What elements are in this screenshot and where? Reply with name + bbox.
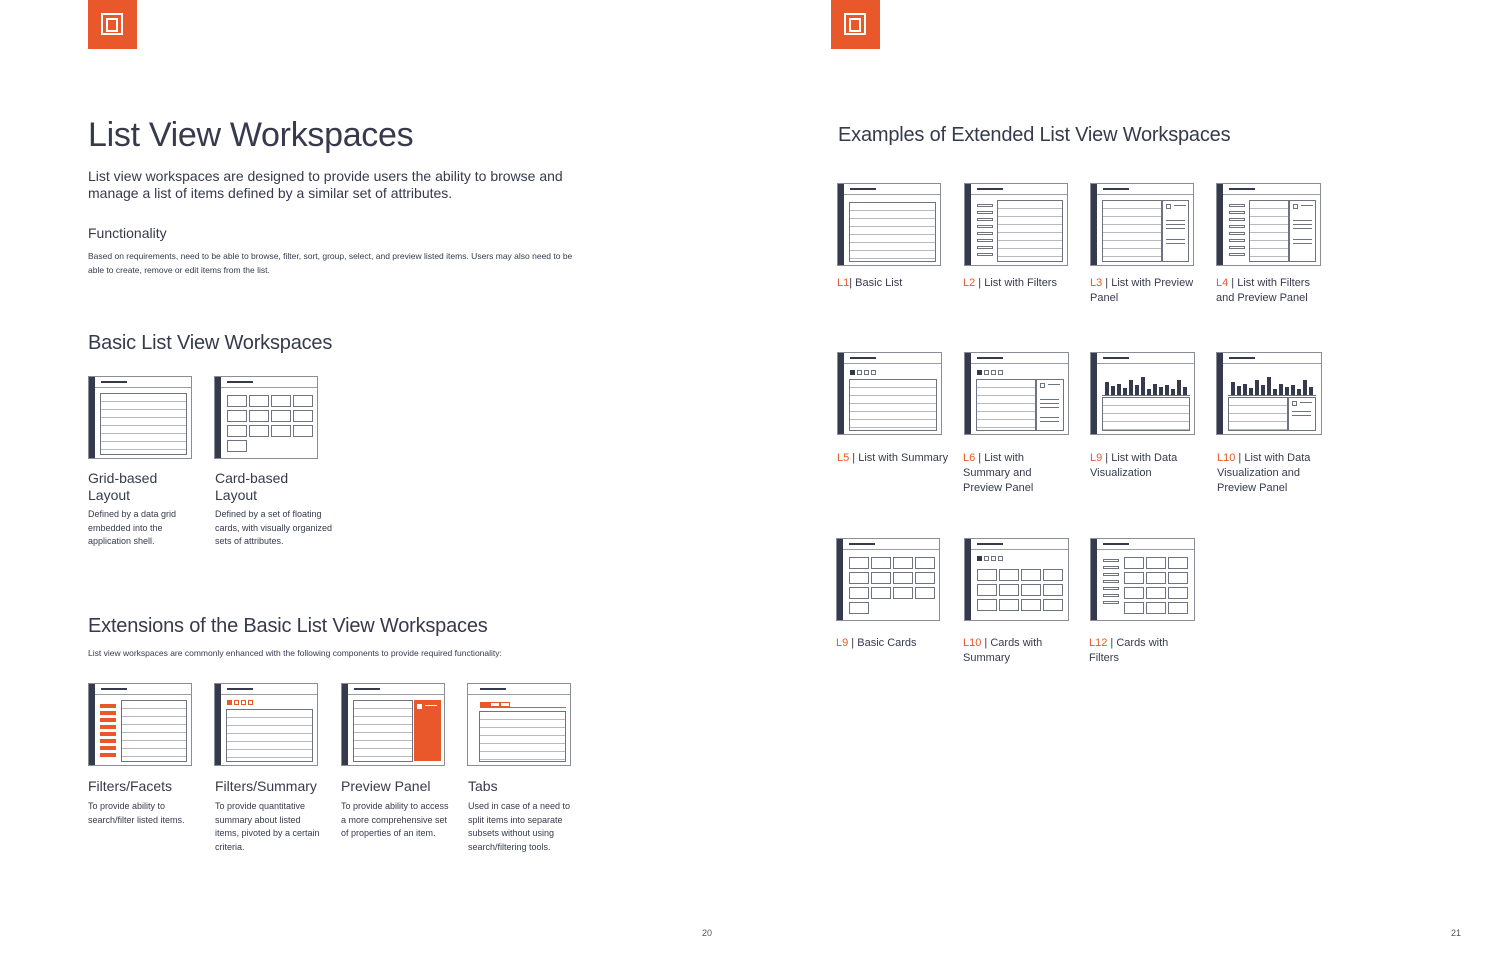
example-caption: L9 | List with Data Visualization: [1090, 452, 1178, 479]
intro-text: List view workspaces are designed to provide users the ability to browse and manage a list of items defined by a similar set of attributes.: [88, 168, 563, 201]
example-caption: L10 | Cards with Summary: [963, 637, 1043, 664]
preview-panel-thumbnail: [341, 683, 445, 766]
cards-summary-thumbnail: [964, 538, 1069, 621]
logo-icon: [88, 0, 137, 49]
ext-tile-title: Filters/Summary: [215, 778, 317, 794]
basic-heading: Basic List View Workspaces: [88, 332, 333, 354]
functionality-heading: Functionality: [88, 225, 167, 241]
card-layout-thumbnail: [214, 376, 318, 459]
ext-tile-desc: Used in case of a need to split items into separate subsets without using search/filtering tools.: [468, 801, 571, 852]
example-caption: L1| Basic List: [837, 277, 903, 289]
extensions-heading: Extensions of the Basic List View Workspaces: [88, 615, 488, 637]
example-caption: L5 | List with Summary: [837, 452, 949, 464]
basic-tile-title: Card-based Layout: [215, 470, 289, 503]
filters-facets-thumbnail: [88, 683, 192, 766]
basic-tile-desc: Defined by a set of floating cards, with visually organized sets of attributes.: [215, 509, 333, 546]
list-dataviz-thumbnail: [1090, 352, 1195, 435]
basic-list-thumbnail: [837, 183, 941, 266]
ext-tile-title: Filters/Facets: [88, 778, 173, 794]
list-filters-preview-thumbnail: [1216, 183, 1321, 266]
logo-icon: [831, 0, 880, 49]
example-caption: L10 | List with Data Visualization and Preview Panel: [1217, 452, 1311, 494]
ext-tile-desc: To provide ability to search/filter listed items.: [88, 801, 185, 825]
list-filters-thumbnail: [964, 183, 1068, 266]
page-number: 21: [1451, 928, 1462, 938]
list-preview-thumbnail: [1090, 183, 1194, 266]
example-caption: L4 | List with Filters and Preview Panel: [1216, 277, 1310, 304]
example-caption: L9 | Basic Cards: [836, 637, 917, 649]
ext-tile-desc: To provide quantitative summary about listed items, pivoted by a certain criteria.: [215, 801, 320, 852]
example-caption: L2 | List with Filters: [963, 277, 1057, 289]
page-title: List View Workspaces: [88, 116, 414, 154]
example-caption: L6 | List with Summary and Preview Panel: [963, 452, 1034, 494]
page-number: 20: [702, 928, 713, 938]
list-summary-thumbnail: [837, 352, 942, 435]
basic-tile-title: Grid-based Layout: [88, 470, 158, 503]
list-dataviz-preview-thumbnail: [1216, 352, 1322, 435]
basic-cards-thumbnail: [836, 538, 940, 621]
filters-summary-thumbnail: [214, 683, 318, 766]
examples-title: Examples of Extended List View Workspaces: [838, 124, 1231, 146]
functionality-text: Based on requirements, need to be able to browse, filter, sort, group, select, and preview listed items. Users may also need to be able to create, remove or edit items from the list.: [88, 251, 573, 275]
ext-tile-title: Preview Panel: [341, 778, 431, 794]
ext-tile-desc: To provide ability to access a more comprehensive set of properties of an item.: [341, 801, 449, 838]
basic-tile-desc: Defined by a data grid embedded into the application shell.: [88, 509, 177, 546]
example-caption: L12 | Cards with Filters: [1089, 637, 1169, 664]
list-summary-preview-thumbnail: [964, 352, 1069, 435]
example-caption: L3 | List with Preview Panel: [1090, 277, 1194, 304]
extensions-intro: List view workspaces are commonly enhanced with the following components to provide required functionality:: [88, 648, 502, 658]
tabs-thumbnail: [467, 683, 571, 766]
ext-tile-title: Tabs: [468, 778, 498, 794]
grid-layout-thumbnail: [88, 376, 192, 459]
cards-filters-thumbnail: [1090, 538, 1195, 621]
